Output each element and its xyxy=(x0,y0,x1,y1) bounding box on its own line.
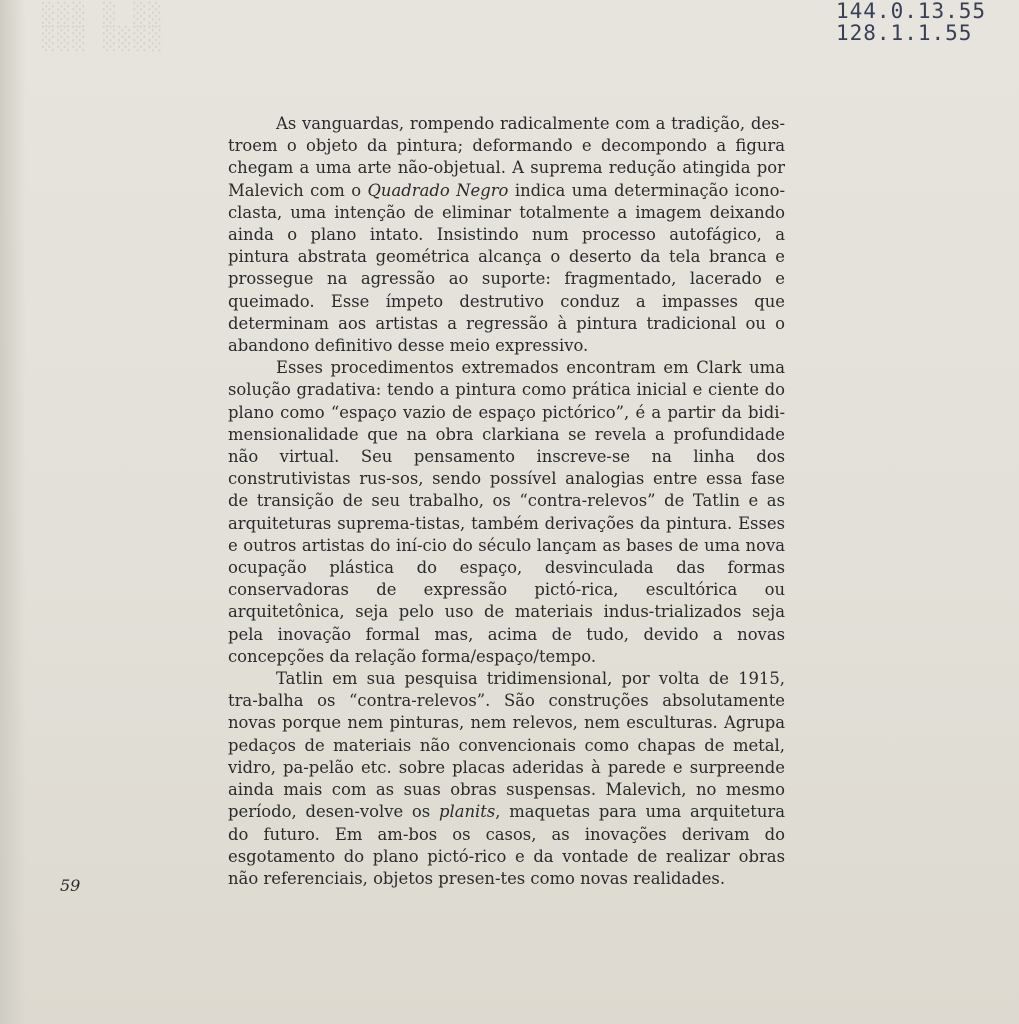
page-fold-shadow xyxy=(0,0,26,1024)
text-run: indica uma determinação icono-clasta, uma intenção de eliminar totalmente a imagem deixando ainda o plano intato. Insistindo num processo autofágico, a pintura abstrata geométrica alcança o deserto da tela branca e prossegue na agressão ao suporte: fragmentado, lacerado e queimado. Esse ímpeto destrutivo conduz a impasses que determinam aos artistas a regressão à pintura tradicional ou o abandono definitivo desse meio expressivo. xyxy=(228,180,785,356)
paragraph-2 xyxy=(228,357,785,668)
shelfmark-line-1: 144.0.13.55 xyxy=(836,0,987,23)
body-text xyxy=(228,113,785,890)
text-run: Esses procedimentos extremados encontram em Clark uma solução gradativa: tendo a pintura como prática inicial e ciente do plano como “espaço vazio de espaço pictórico”, é a partir da bidi-mensionalidade que na obra clarkiana se revela a profundidade não virtual. Seu pensamento inscreve-se na linha dos construtivistas rus-sos, sendo possível analogias entre essa fase de transição de seu trabalho, os “contra-relevos” de Tatlin e as arquiteturas suprema-tistas, também derivações da pintura. Esses e outros artistas do iní-cio do século lançam as bases de uma nova ocupação plástica do espaço, desvinculada das formas conservadoras de expressão pictó-rica, escultórica ou arquitetônica, seja pelo uso de materiais indus-trializados seja pela inovação formal mas, acima de tudo, devido a novas concepções da relação forma/espaço/tempo. xyxy=(228,358,785,666)
text-run: As vanguardas, rompendo radicalmente com a tradição, des-troem o objeto da pintura; deformando e decompondo a figura chegam a uma arte não-objetual. A suprema redução atingida por Malevich com o xyxy=(228,114,785,200)
text-run: Tatlin em sua pesquisa tridimensional, por volta de 1915, tra-balha os “contra-relevos”. São construções absolutamente novas porque nem pinturas, nem relevos, nem esculturas. Agrupa pedaços de materiais não convencionais como chapas de metal, vidro, pa-pelão etc. sobre placas aderidas à parede e surpreende ainda mais com as suas obras suspensas. Malevich, no mesmo período, desen-volve os xyxy=(228,669,785,822)
text-run: , maquetas para uma arquitetura do futuro. Em am-bos os casos, as inovações derivam do esgotamento do plano pictó-rico e da vontade de realizar obras não referenciais, objetos presen-tes como novas realidades. xyxy=(228,802,785,888)
paragraph-3 xyxy=(228,668,785,890)
bleed-through-marks: ░░░ ░ ░░ ░░░ ░░░░ xyxy=(42,3,164,52)
library-shelfmark xyxy=(836,0,986,44)
page-number: 59 xyxy=(60,876,81,895)
italic-title: planits xyxy=(438,802,496,822)
italic-title: Quadrado Negro xyxy=(367,180,509,200)
paragraph-1 xyxy=(228,113,785,357)
shelfmark-line-2: 128.1.1.55 xyxy=(836,21,973,45)
